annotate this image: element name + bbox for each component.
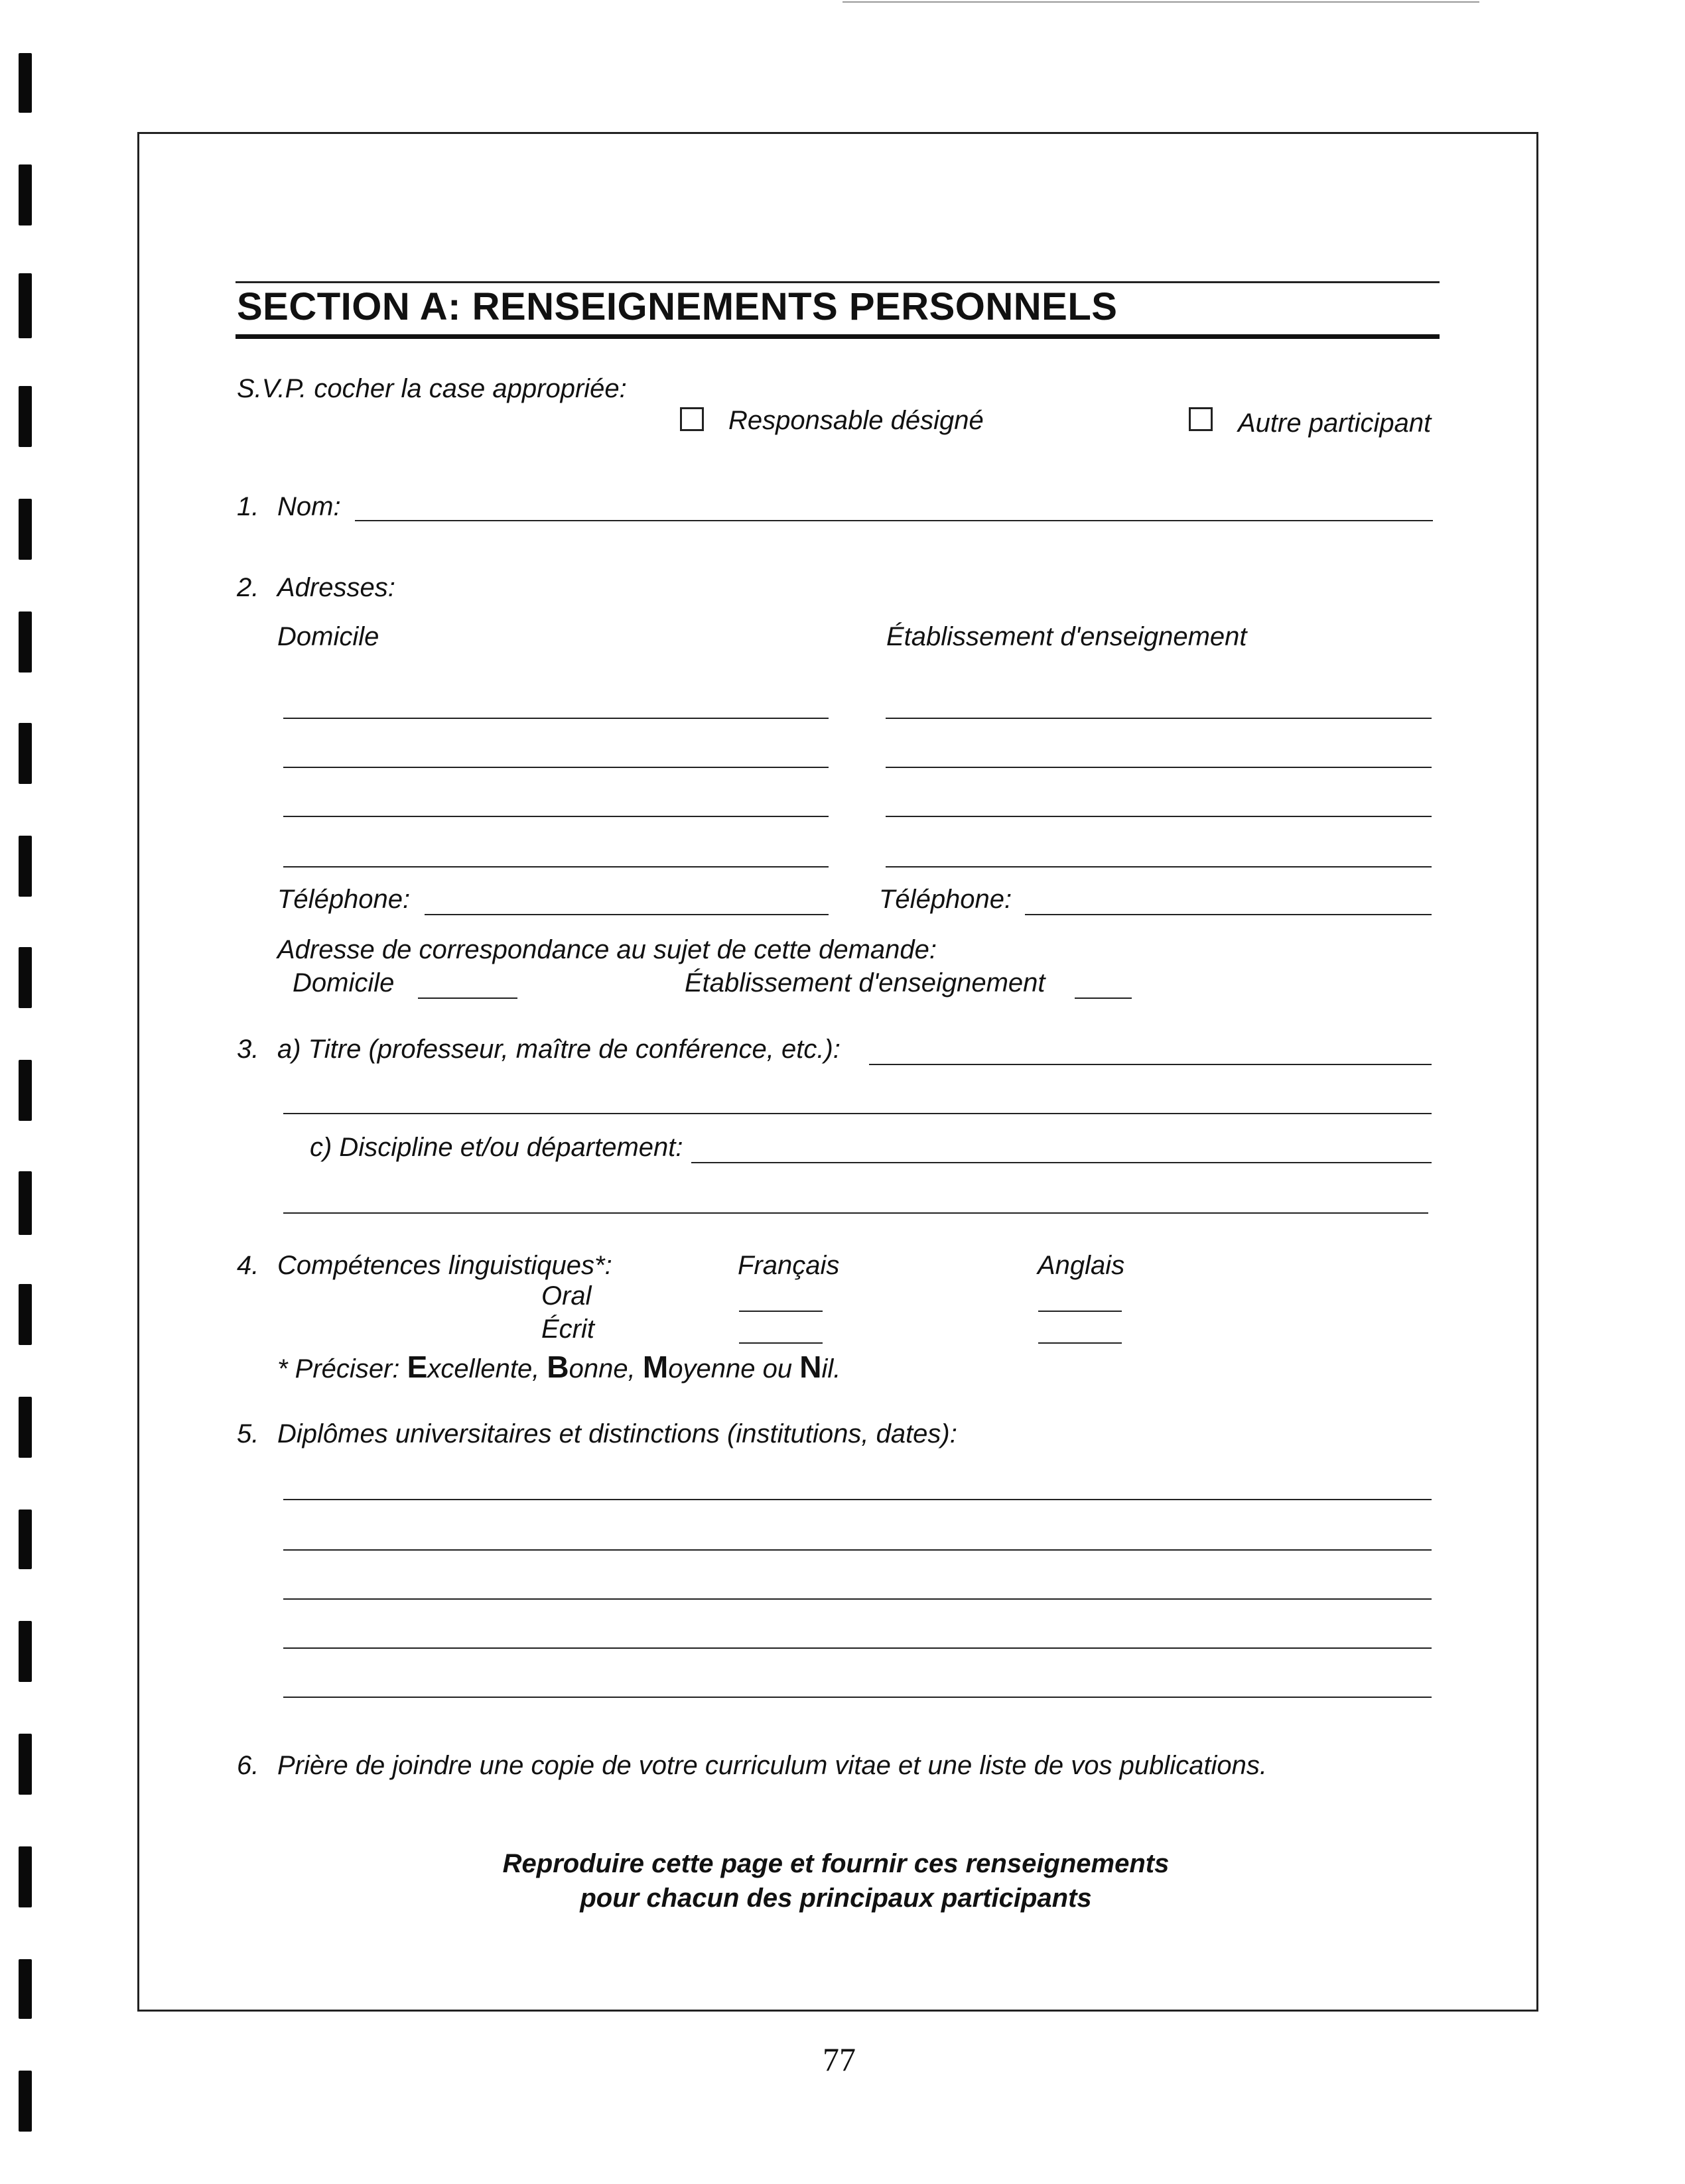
- school-address-line[interactable]: [886, 816, 1432, 817]
- q5-label: Diplômes universitaires et distinctions (institutions, dates):: [277, 1419, 957, 1448]
- francais-oral-field[interactable]: [739, 1311, 823, 1312]
- col-home-heading: Domicile: [277, 622, 379, 651]
- binder-mark: [19, 53, 32, 113]
- diplomes-line[interactable]: [283, 1499, 1432, 1500]
- bonne-initial: B: [547, 1350, 569, 1384]
- ou-word: ou: [762, 1354, 793, 1383]
- home-address-line[interactable]: [283, 866, 829, 867]
- bonne-rest: onne,: [569, 1354, 636, 1383]
- francais-ecrit-field[interactable]: [739, 1342, 823, 1344]
- binder-mark: [19, 836, 32, 897]
- q2-label: Adresses:: [277, 573, 395, 602]
- binder-mark: [19, 1734, 32, 1795]
- moyenne-rest: oyenne: [668, 1354, 756, 1383]
- nil-initial: N: [799, 1350, 822, 1384]
- home-address-line[interactable]: [283, 816, 829, 817]
- q3c-label: c) Discipline et/ou département:: [310, 1133, 683, 1162]
- scan-edge-line: [842, 1, 1479, 3]
- autre-checkbox[interactable]: [1189, 407, 1213, 431]
- school-address-line[interactable]: [886, 767, 1432, 768]
- diplomes-line[interactable]: [283, 1598, 1432, 1600]
- binder-mark: [19, 1284, 32, 1345]
- discipline-field[interactable]: [691, 1162, 1432, 1163]
- excellent-rest: xcellente,: [427, 1354, 540, 1383]
- binder-mark: [19, 164, 32, 225]
- school-address-line[interactable]: [886, 866, 1432, 867]
- corr-label: Adresse de correspondance au sujet de cette demande:: [277, 935, 937, 964]
- home-address-line[interactable]: [283, 767, 829, 768]
- q6-text: Prière de joindre une copie de votre curriculum vitae et une liste de vos publications.: [277, 1751, 1267, 1780]
- corr-school-field[interactable]: [1075, 997, 1132, 999]
- binder-mark: [19, 1397, 32, 1458]
- rating-note: [277, 1352, 841, 1382]
- q3a-label: a) Titre (professeur, maître de conférence, etc.):: [277, 1035, 841, 1064]
- diplomes-line[interactable]: [283, 1697, 1432, 1698]
- corr-school-label: Établissement d'enseignement: [685, 968, 1045, 997]
- q4-number: 4.: [237, 1251, 259, 1280]
- discipline-field-continued[interactable]: [283, 1212, 1428, 1214]
- moyenne-initial: M: [642, 1350, 669, 1384]
- binder-mark: [19, 1959, 32, 2019]
- responsable-checkbox[interactable]: [680, 407, 704, 431]
- excellent-initial: E: [407, 1350, 428, 1384]
- binder-mark: [19, 2071, 32, 2132]
- q1-label: Nom:: [277, 492, 341, 521]
- binder-mark: [19, 1621, 32, 1682]
- binder-mark: [19, 1060, 32, 1121]
- home-phone-field[interactable]: [425, 914, 829, 915]
- titre-field-continued[interactable]: [283, 1113, 1432, 1114]
- home-address-line[interactable]: [283, 718, 829, 719]
- titre-field[interactable]: [869, 1064, 1432, 1065]
- q6-number: 6.: [237, 1751, 259, 1780]
- binder-mark: [19, 1510, 32, 1569]
- anglais-heading: Anglais: [1038, 1251, 1125, 1280]
- section-rule-bottom: [236, 334, 1440, 339]
- binder-mark: [19, 386, 32, 447]
- anglais-oral-field[interactable]: [1038, 1311, 1122, 1312]
- binder-mark: [19, 1171, 32, 1235]
- nom-field[interactable]: [355, 520, 1433, 521]
- rating-note-prefix: * Préciser:: [277, 1354, 400, 1383]
- col-school-heading: Établissement d'enseignement: [886, 622, 1247, 651]
- q2-number: 2.: [237, 573, 259, 602]
- diplomes-line[interactable]: [283, 1549, 1432, 1551]
- footer-note-line2: pour chacun des principaux participants: [580, 1884, 1092, 1913]
- binder-mark: [19, 611, 32, 673]
- q5-number: 5.: [237, 1419, 259, 1448]
- binder-mark: [19, 499, 32, 560]
- corr-home-field[interactable]: [418, 997, 517, 999]
- nil-rest: il.: [821, 1354, 841, 1383]
- section-rule-top: [236, 281, 1440, 283]
- home-phone-label: Téléphone:: [277, 885, 411, 914]
- section-title: SECTION A: RENSEIGNEMENTS PERSONNELS: [237, 285, 1118, 328]
- anglais-ecrit-field[interactable]: [1038, 1342, 1122, 1344]
- binder-mark: [19, 947, 32, 1008]
- francais-heading: Français: [738, 1251, 840, 1280]
- school-address-line[interactable]: [886, 718, 1432, 719]
- q3-number: 3.: [237, 1035, 259, 1064]
- school-phone-label: Téléphone:: [879, 885, 1012, 914]
- page-number: 77: [823, 2041, 856, 2078]
- school-phone-field[interactable]: [1025, 914, 1432, 915]
- checkbox-prompt: S.V.P. cocher la case appropriée:: [237, 374, 627, 403]
- footer-note-line1: Reproduire cette page et fournir ces renseignements: [502, 1849, 1170, 1878]
- q4-label: Compétences linguistiques*:: [277, 1251, 612, 1280]
- corr-home-label: Domicile: [293, 968, 395, 997]
- ecrit-label: Écrit: [541, 1315, 594, 1344]
- binder-mark: [19, 273, 32, 338]
- diplomes-line[interactable]: [283, 1647, 1432, 1649]
- autre-label: Autre participant: [1238, 409, 1432, 438]
- binder-mark: [19, 1846, 32, 1907]
- responsable-label: Responsable désigné: [728, 406, 984, 435]
- oral-label: Oral: [541, 1281, 592, 1311]
- q1-number: 1.: [237, 492, 259, 521]
- binder-mark: [19, 723, 32, 784]
